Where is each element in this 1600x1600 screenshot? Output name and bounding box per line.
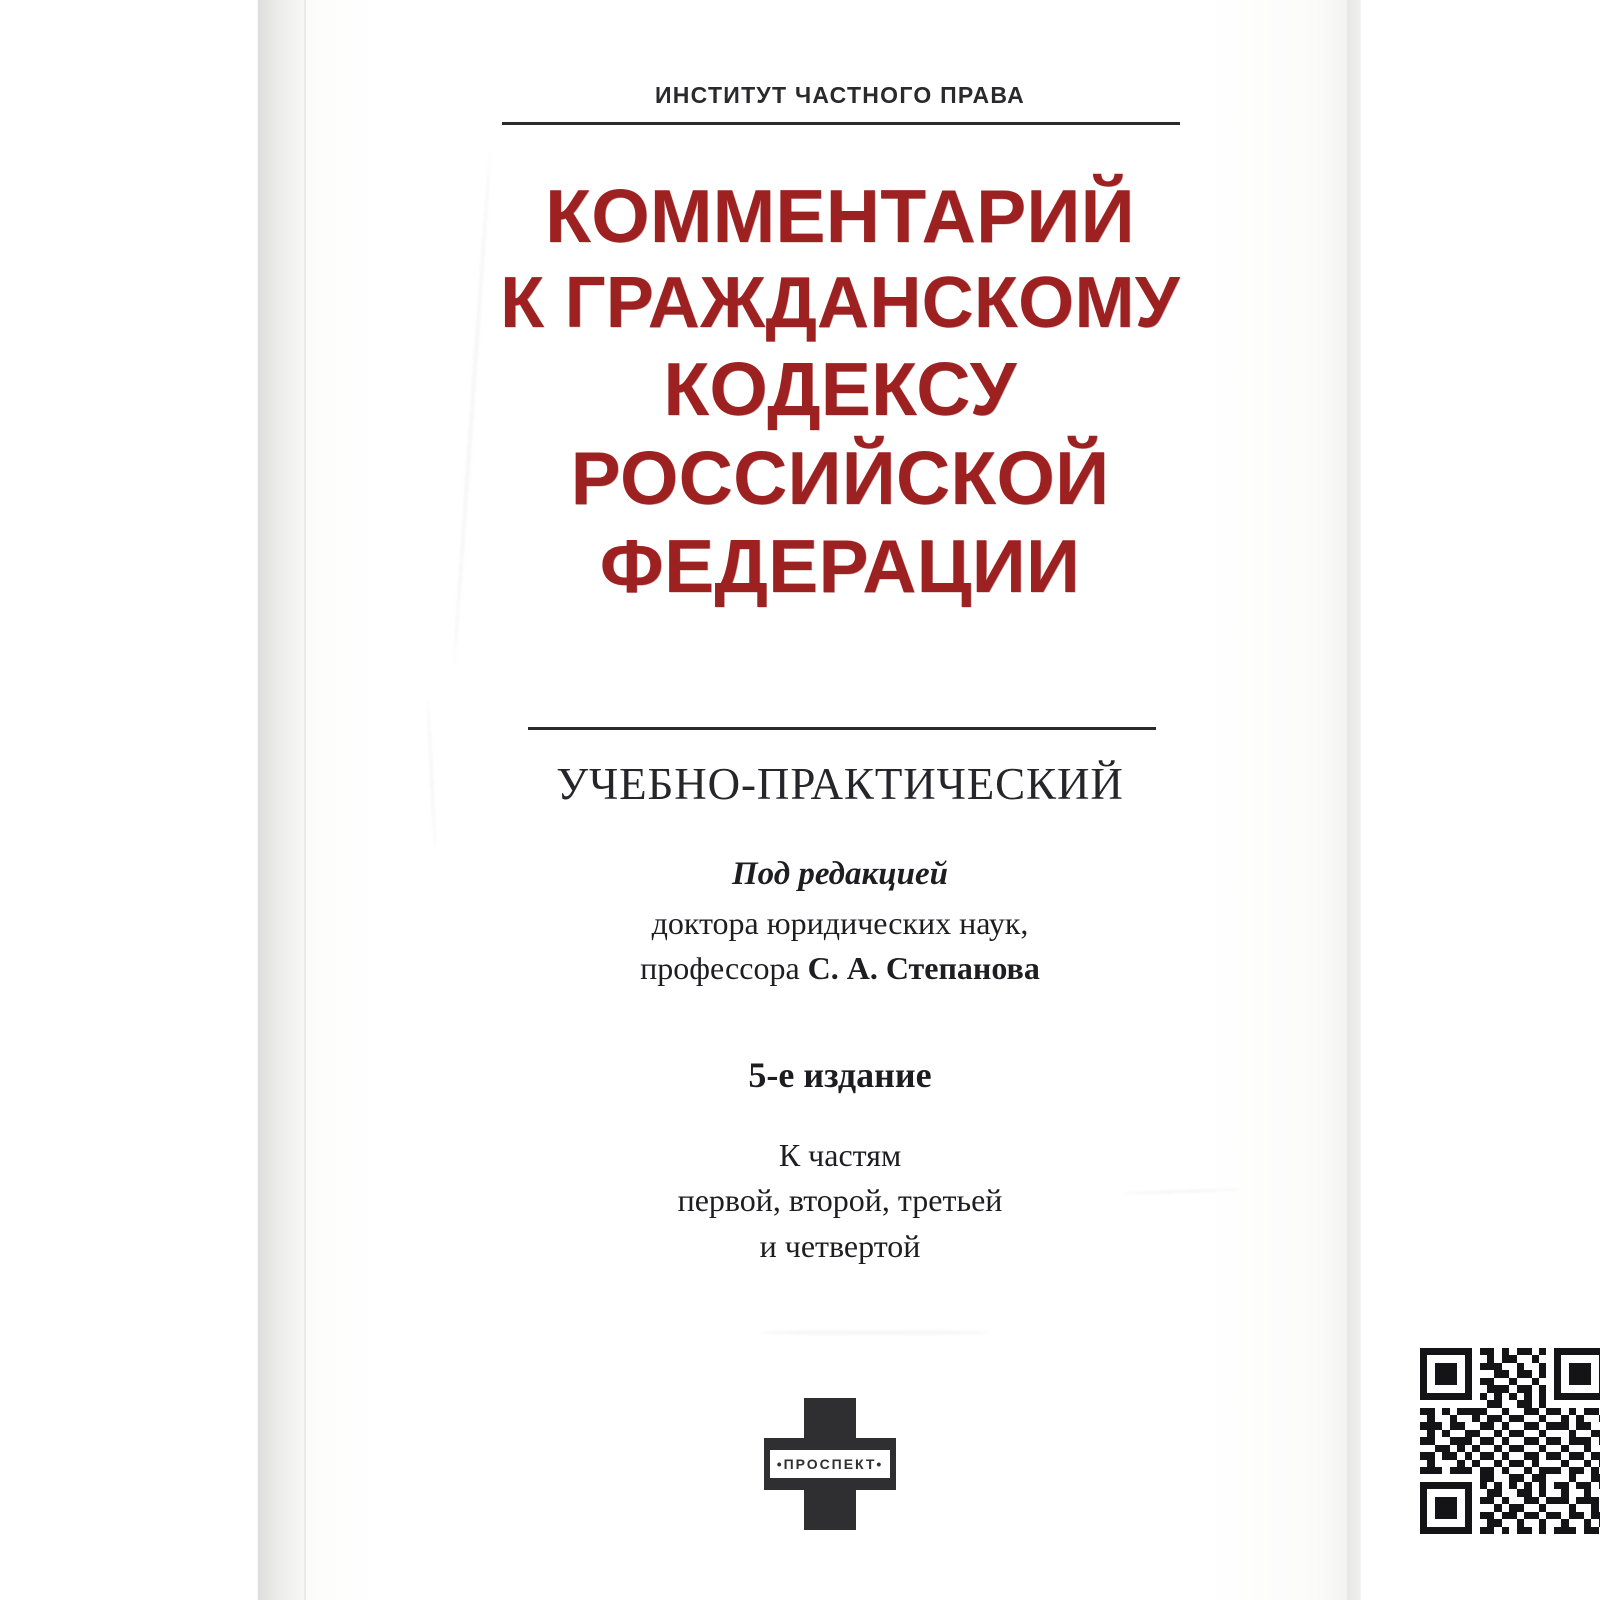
qr-code-modules xyxy=(1420,1348,1600,1534)
parts-coverage xyxy=(330,1133,1350,1269)
institute-name: ИНСТИТУТ ЧАСТНОГО ПРАВА xyxy=(655,82,1025,108)
editor-label: Под редакцией xyxy=(732,856,948,892)
parts-line-1: К частям xyxy=(778,1137,902,1173)
edition-label: 5-е издание xyxy=(748,1055,932,1095)
divider-middle xyxy=(528,727,1156,730)
parts-line-2: первой, второй, третьей xyxy=(677,1182,1003,1219)
logo-notch xyxy=(764,1398,804,1438)
editor-name: С. А. Степанова xyxy=(807,950,1040,987)
book-title xyxy=(370,172,1310,611)
title-line-1: КОММЕНТАРИЙ xyxy=(545,174,1135,258)
logo-notch xyxy=(856,1490,896,1530)
qr-code xyxy=(1420,1348,1600,1534)
publisher-logo xyxy=(764,1398,896,1530)
editor-name-line xyxy=(330,946,1350,991)
book-spine xyxy=(258,0,304,1600)
cover-content xyxy=(330,0,1350,1600)
logo-notch xyxy=(856,1398,896,1438)
logo-notch xyxy=(764,1490,804,1530)
book-subtitle: УЧЕБНО-ПРАКТИЧЕСКИЙ xyxy=(556,759,1124,809)
title-line-2: К ГРАЖДАНСКОМУ xyxy=(500,262,1180,343)
divider-top xyxy=(502,122,1180,125)
editor-credit xyxy=(330,856,1350,992)
title-line-5: ФЕДЕРАЦИИ xyxy=(599,524,1081,609)
publisher-name: •ПРОСПЕКТ• xyxy=(776,1456,884,1472)
title-line-3: КОДЕКСУ xyxy=(663,347,1017,432)
editor-degree: доктора юридических наук, xyxy=(651,905,1029,941)
spine-crease xyxy=(304,0,306,1600)
title-line-4: РОССИЙСКОЙ xyxy=(570,435,1110,520)
editor-title-prefix: профессора xyxy=(640,950,808,987)
parts-line-3: и четвертой xyxy=(759,1227,921,1264)
